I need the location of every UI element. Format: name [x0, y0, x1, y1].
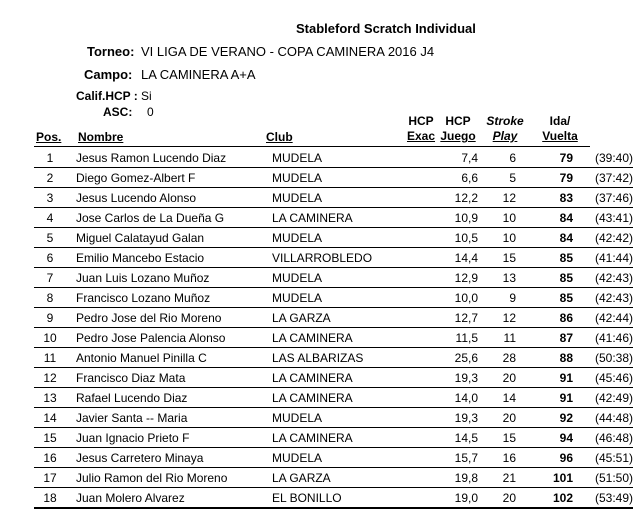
name-cell: Francisco Lozano Muñoz: [66, 288, 272, 308]
table-row: [34, 208, 633, 228]
club-cell: MUDELA: [272, 148, 410, 168]
table-row: [34, 308, 633, 328]
col-nombre-header: Nombre: [78, 130, 124, 144]
torneo-value: VI LIGA DE VERANO - COPA CAMINERA 2016 J4: [141, 44, 435, 59]
stroke-play-cell: 84: [516, 228, 573, 248]
hcp-juego-cell: 20: [478, 408, 516, 428]
name-cell: Jose Carlos de La Dueña G: [66, 208, 272, 228]
col-club-header: Club: [266, 130, 293, 144]
ida-vuelta-cell: (42:42): [573, 228, 633, 248]
col-hcp-exac-header: [400, 114, 442, 144]
col-hcp-exac-header-line2: Exac: [406, 129, 436, 143]
position-cell: 6: [34, 248, 66, 268]
hcp-juego-cell: 15: [478, 248, 516, 268]
stroke-play-cell: 88: [516, 348, 573, 368]
name-cell: Miguel Calatayud Galan: [66, 228, 272, 248]
hcp-exac-cell: 12,7: [410, 308, 478, 328]
hcp-juego-cell: 12: [478, 188, 516, 208]
col-ida-vuelta-header-line1: Ida/: [549, 114, 571, 128]
col-pos-header: Pos.: [36, 130, 62, 144]
stroke-play-cell: 85: [516, 288, 573, 308]
ida-vuelta-cell: (46:48): [573, 428, 633, 448]
club-cell: VILLARROBLEDO: [272, 248, 410, 268]
ida-vuelta-cell: (42:49): [573, 388, 633, 408]
table-row: [34, 428, 633, 448]
ida-vuelta-cell: (51:50): [573, 468, 633, 488]
club-cell: MUDELA: [272, 448, 410, 468]
hcp-juego-cell: 20: [478, 368, 516, 388]
report-title: Stableford Scratch Individual: [296, 21, 476, 36]
table-row: [34, 288, 633, 308]
table-row: [34, 468, 633, 488]
position-cell: 18: [34, 488, 66, 509]
table-row: [34, 348, 633, 368]
position-cell: 15: [34, 428, 66, 448]
col-hcp-juego-header-line1: HCP: [445, 114, 471, 128]
position-cell: 3: [34, 188, 66, 208]
table-row: [34, 448, 633, 468]
club-cell: EL BONILLO: [272, 488, 410, 509]
club-cell: LA GARZA: [272, 468, 410, 488]
hcp-exac-cell: 14,5: [410, 428, 478, 448]
hcp-juego-cell: 9: [478, 288, 516, 308]
table-row: [34, 188, 633, 208]
position-cell: 11: [34, 348, 66, 368]
position-cell: 8: [34, 288, 66, 308]
campo-label: Campo:: [84, 67, 133, 82]
calif-hcp-value: Si: [141, 89, 152, 103]
hcp-juego-cell: 28: [478, 348, 516, 368]
hcp-juego-cell: 10: [478, 228, 516, 248]
hcp-juego-cell: 13: [478, 268, 516, 288]
name-cell: Francisco Diaz Mata: [66, 368, 272, 388]
stroke-play-cell: 79: [516, 168, 573, 188]
results-table-body: [34, 148, 633, 508]
club-cell: LA CAMINERA: [272, 428, 410, 448]
position-cell: 9: [34, 308, 66, 328]
club-cell: MUDELA: [272, 408, 410, 428]
ida-vuelta-cell: (45:46): [573, 368, 633, 388]
position-cell: 17: [34, 468, 66, 488]
hcp-exac-cell: 19,3: [410, 368, 478, 388]
ida-vuelta-cell: (45:51): [573, 448, 633, 468]
calif-hcp-label: Calif.HCP :: [76, 89, 138, 103]
name-cell: Rafael Lucendo Diaz: [66, 388, 272, 408]
stroke-play-cell: 96: [516, 448, 573, 468]
stroke-play-cell: 85: [516, 248, 573, 268]
stroke-play-cell: 86: [516, 308, 573, 328]
club-cell: MUDELA: [272, 268, 410, 288]
hcp-juego-cell: 5: [478, 168, 516, 188]
club-cell: LA CAMINERA: [272, 368, 410, 388]
stroke-play-cell: 101: [516, 468, 573, 488]
hcp-juego-cell: 16: [478, 448, 516, 468]
stroke-play-cell: 91: [516, 368, 573, 388]
col-hcp-juego-header: [437, 114, 479, 144]
stroke-play-cell: 94: [516, 428, 573, 448]
name-cell: Jesus Lucendo Alonso: [66, 188, 272, 208]
hcp-juego-cell: 21: [478, 468, 516, 488]
stroke-play-cell: 102: [516, 488, 573, 509]
hcp-juego-cell: 6: [478, 148, 516, 168]
ida-vuelta-cell: (39:40): [573, 148, 633, 168]
stroke-play-cell: 79: [516, 148, 573, 168]
ida-vuelta-cell: (53:49): [573, 488, 633, 509]
name-cell: Juan Molero Alvarez: [66, 488, 272, 509]
stroke-play-cell: 91: [516, 388, 573, 408]
club-cell: LA CAMINERA: [272, 328, 410, 348]
asc-label: ASC:: [103, 105, 133, 119]
club-cell: LA GARZA: [272, 308, 410, 328]
stroke-play-cell: 85: [516, 268, 573, 288]
col-stroke-play-header-line2: Play: [492, 129, 518, 143]
ida-vuelta-cell: (42:44): [573, 308, 633, 328]
results-table: [34, 148, 633, 509]
position-cell: 2: [34, 168, 66, 188]
name-cell: Javier Santa -- Maria: [66, 408, 272, 428]
hcp-exac-cell: 19,8: [410, 468, 478, 488]
table-row: [34, 168, 633, 188]
position-cell: 1: [34, 148, 66, 168]
table-row: [34, 388, 633, 408]
stroke-play-cell: 87: [516, 328, 573, 348]
ida-vuelta-cell: (44:48): [573, 408, 633, 428]
table-row: [34, 268, 633, 288]
stroke-play-cell: 84: [516, 208, 573, 228]
name-cell: Pedro Jose Palencia Alonso: [66, 328, 272, 348]
col-hcp-juego-header-line2: Juego: [440, 129, 476, 143]
stroke-play-cell: 92: [516, 408, 573, 428]
position-cell: 13: [34, 388, 66, 408]
ida-vuelta-cell: (43:41): [573, 208, 633, 228]
ida-vuelta-cell: (37:46): [573, 188, 633, 208]
ida-vuelta-cell: (41:46): [573, 328, 633, 348]
ida-vuelta-cell: (42:43): [573, 288, 633, 308]
hcp-exac-cell: 19,0: [410, 488, 478, 509]
club-cell: LA CAMINERA: [272, 388, 410, 408]
position-cell: 16: [34, 448, 66, 468]
hcp-exac-cell: 25,6: [410, 348, 478, 368]
asc-value: 0: [147, 105, 154, 119]
table-row: [34, 368, 633, 388]
col-ida-vuelta-header: [535, 114, 585, 144]
hcp-exac-cell: 14,4: [410, 248, 478, 268]
header-divider: [34, 146, 590, 147]
hcp-juego-cell: 11: [478, 328, 516, 348]
col-stroke-play-header-line1: Stroke: [486, 114, 524, 128]
hcp-exac-cell: 11,5: [410, 328, 478, 348]
hcp-exac-cell: 10,5: [410, 228, 478, 248]
hcp-juego-cell: 12: [478, 308, 516, 328]
stroke-play-cell: 83: [516, 188, 573, 208]
club-cell: MUDELA: [272, 288, 410, 308]
table-row: [34, 248, 633, 268]
name-cell: Julio Ramon del Rio Moreno: [66, 468, 272, 488]
club-cell: LA CAMINERA: [272, 208, 410, 228]
name-cell: Juan Luis Lozano Muñoz: [66, 268, 272, 288]
hcp-exac-cell: 10,9: [410, 208, 478, 228]
hcp-exac-cell: 10,0: [410, 288, 478, 308]
table-row: [34, 488, 633, 509]
hcp-juego-cell: 10: [478, 208, 516, 228]
club-cell: MUDELA: [272, 188, 410, 208]
hcp-juego-cell: 20: [478, 488, 516, 509]
name-cell: Diego Gomez-Albert F: [66, 168, 272, 188]
hcp-exac-cell: 14,0: [410, 388, 478, 408]
club-cell: LAS ALBARIZAS: [272, 348, 410, 368]
hcp-exac-cell: 15,7: [410, 448, 478, 468]
ida-vuelta-cell: (37:42): [573, 168, 633, 188]
hcp-juego-cell: 14: [478, 388, 516, 408]
torneo-label: Torneo:: [87, 44, 135, 59]
col-hcp-exac-header-line1: HCP: [408, 114, 434, 128]
club-cell: MUDELA: [272, 228, 410, 248]
ida-vuelta-cell: (50:38): [573, 348, 633, 368]
col-stroke-play-header: [479, 114, 531, 144]
name-cell: Juan Ignacio Prieto F: [66, 428, 272, 448]
hcp-exac-cell: 12,9: [410, 268, 478, 288]
ida-vuelta-cell: (42:43): [573, 268, 633, 288]
col-ida-vuelta-header-line2: Vuelta: [542, 129, 578, 143]
hcp-juego-cell: 15: [478, 428, 516, 448]
position-cell: 14: [34, 408, 66, 428]
table-row: [34, 228, 633, 248]
position-cell: 7: [34, 268, 66, 288]
name-cell: Jesus Carretero Minaya: [66, 448, 272, 468]
name-cell: Antonio Manuel Pinilla C: [66, 348, 272, 368]
hcp-exac-cell: 7,4: [410, 148, 478, 168]
position-cell: 10: [34, 328, 66, 348]
hcp-exac-cell: 12,2: [410, 188, 478, 208]
position-cell: 12: [34, 368, 66, 388]
hcp-exac-cell: 19,3: [410, 408, 478, 428]
hcp-exac-cell: 6,6: [410, 168, 478, 188]
campo-value: LA CAMINERA A+A: [141, 67, 256, 82]
name-cell: Emilio Mancebo Estacio: [66, 248, 272, 268]
position-cell: 4: [34, 208, 66, 228]
table-row: [34, 148, 633, 168]
club-cell: MUDELA: [272, 168, 410, 188]
table-row: [34, 408, 633, 428]
name-cell: Jesus Ramon Lucendo Diaz: [66, 148, 272, 168]
name-cell: Pedro Jose del Rio Moreno: [66, 308, 272, 328]
table-row: [34, 328, 633, 348]
ida-vuelta-cell: (41:44): [573, 248, 633, 268]
position-cell: 5: [34, 228, 66, 248]
